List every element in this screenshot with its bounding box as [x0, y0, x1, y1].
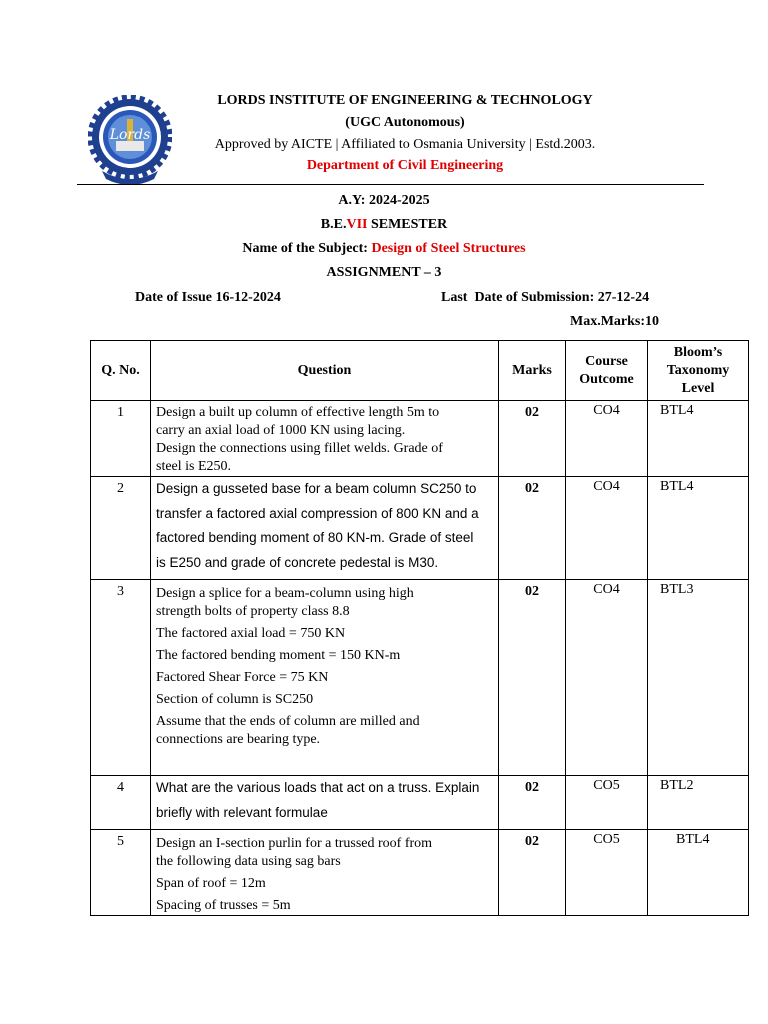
- header-question: Question: [151, 341, 499, 401]
- course-outcome: CO4: [566, 477, 648, 580]
- question-number: 1: [91, 401, 151, 477]
- course-outcome: CO4: [566, 580, 648, 776]
- course-outcome: CO5: [566, 830, 648, 916]
- question-marks: 02: [499, 477, 566, 580]
- question-marks: 02: [499, 776, 566, 830]
- question-number: 5: [91, 830, 151, 916]
- issue-date: Date of Issue 16-12-2024: [135, 290, 281, 305]
- header-marks: Marks: [499, 341, 566, 401]
- question-number: 2: [91, 477, 151, 580]
- subject-name: Design of Steel Structures: [371, 241, 526, 256]
- question-text: Design a built up column of effective length 5m to carry an axial load of 1000 KN using lacing. Design the connections using fillet welds. Grade of steel is E250.: [151, 401, 499, 477]
- question-number: 3: [91, 580, 151, 776]
- assignment-table: [90, 340, 749, 916]
- bloom-level: BTL4: [648, 401, 749, 477]
- question-number: 4: [91, 776, 151, 830]
- bloom-level: BTL4: [648, 830, 749, 916]
- bloom-level: BTL3: [648, 580, 749, 776]
- course-outcome: CO5: [566, 776, 648, 830]
- table-row: [91, 477, 749, 580]
- header-course-outcome: Course Outcome: [566, 341, 648, 401]
- autonomous-status: (UGC Autonomous): [345, 115, 465, 130]
- bloom-level: BTL2: [648, 776, 749, 830]
- table-row: [91, 776, 749, 830]
- table-row: [91, 401, 749, 477]
- department-name: Department of Civil Engineering: [306, 158, 504, 173]
- logo-text: Lords: [109, 127, 151, 143]
- question-marks: 02: [499, 401, 566, 477]
- bloom-level: BTL4: [648, 477, 749, 580]
- question-text: Design a gusseted base for a beam column SC250 to transfer a factored axial compression of 800 KN and a factored bending moment of 80 KN-m. Grade of steel is E250 and grade of concrete pedestal is M30.: [151, 477, 499, 580]
- table-row: [91, 830, 749, 916]
- institute-name: LORDS INSTITUTE OF ENGINEERING & TECHNOLOGY: [217, 93, 593, 108]
- assignment-title: ASSIGNMENT – 3: [326, 265, 442, 280]
- table-header-row: [91, 341, 749, 401]
- academic-year: A.Y: 2024-2025: [338, 193, 430, 208]
- header-divider: [77, 184, 704, 185]
- approval-line: Approved by AICTE | Affiliated to Osmania University | Estd.2003.: [214, 137, 596, 152]
- table-row: [91, 580, 749, 776]
- question-text: What are the various loads that act on a truss. Explain briefly with relevant formulae: [151, 776, 499, 830]
- question-text: Design an I-section purlin for a trussed roof from the following data using sag bars Span of roof = 12m Spacing of trusses = 5m: [151, 830, 499, 916]
- submission-date: Last Date of Submission: 27-12-24: [441, 290, 650, 305]
- header-qno: Q. No.: [91, 341, 151, 401]
- max-marks: Max.Marks:10: [570, 314, 660, 329]
- question-text: Design a splice for a beam-column using high strength bolts of property class 8.8 The factored axial load = 750 KN The factored bending moment = 150 KN-m Factored Shear Force = 75 KN Section of column is SC250 Assume that the ends of column are milled and connections are bearing type.: [151, 580, 499, 776]
- subject-line: Name of the Subject: Design of Steel Structures: [242, 241, 526, 256]
- question-marks: 02: [499, 580, 566, 776]
- question-marks: 02: [499, 830, 566, 916]
- semester: B.E.VII SEMESTER: [320, 217, 448, 232]
- header-bloom-level: Bloom’s Taxonomy Level: [648, 341, 749, 401]
- course-outcome: CO4: [566, 401, 648, 477]
- institute-logo: [88, 95, 172, 187]
